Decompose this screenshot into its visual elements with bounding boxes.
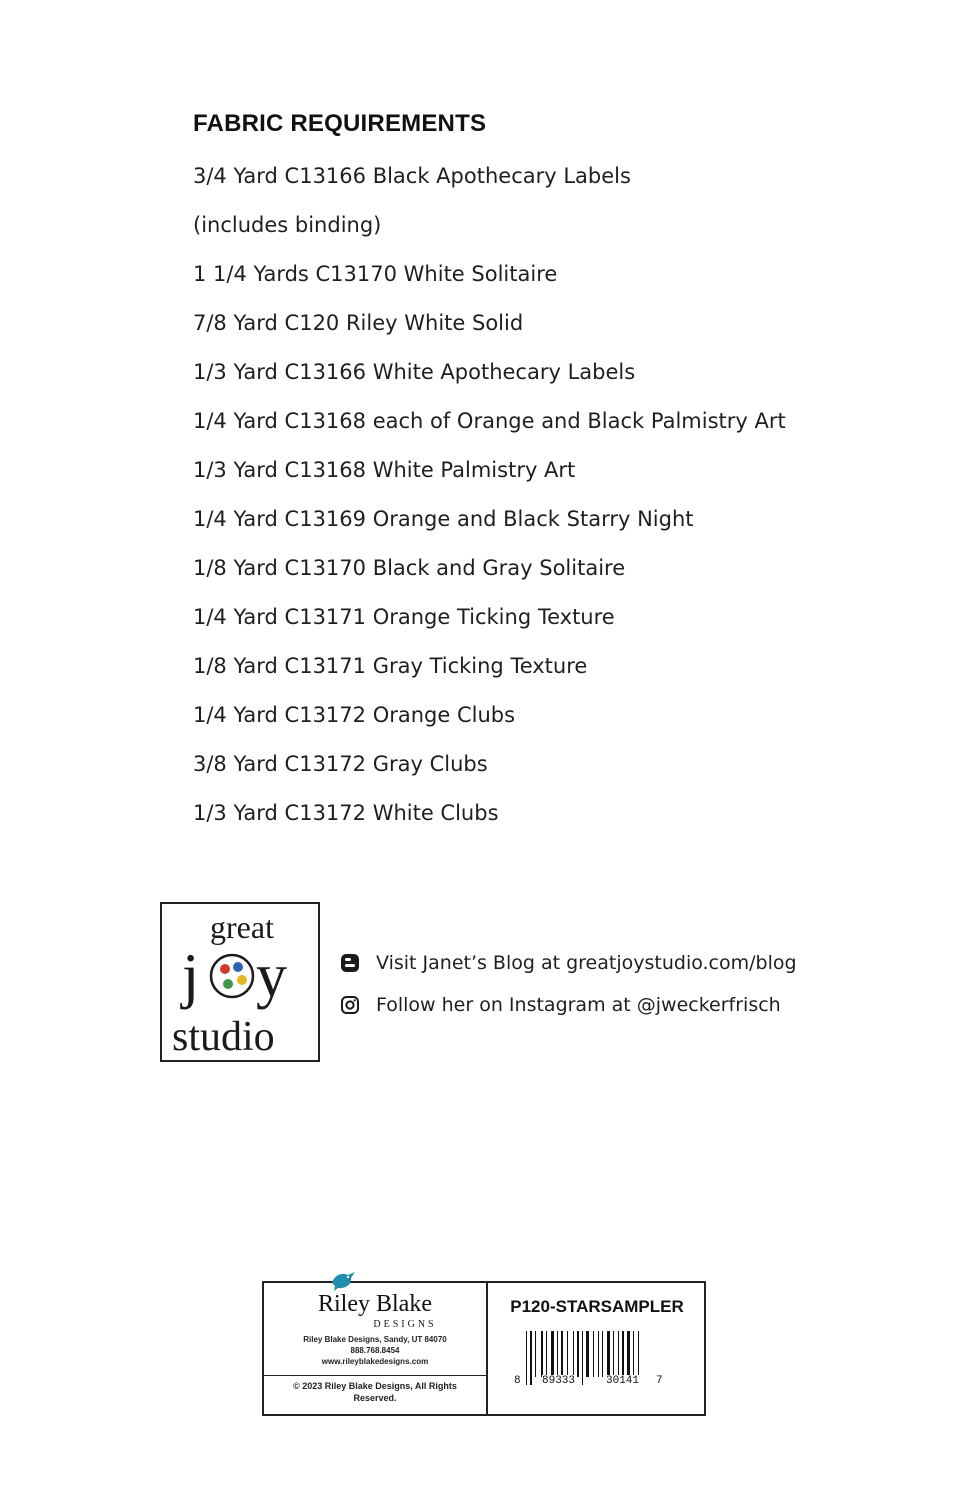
publisher-phone: 888.768.8454 [350,1346,400,1355]
barcode-bar [541,1331,543,1377]
fabric-item: 1/4 Yard C13171 Orange Ticking Texture [193,605,615,629]
barcode-bar [546,1331,547,1377]
barcode-bar [633,1331,634,1377]
fabric-item: 1/8 Yard C13171 Gray Ticking Texture [193,654,588,678]
barcode-bar [598,1331,599,1377]
logo-letter-j: j [182,942,200,1010]
barcode-bar [573,1331,574,1377]
barcode-bar [613,1331,614,1377]
bird-logo-icon [328,1269,358,1293]
designer-links [340,942,797,1026]
barcode-bar [526,1331,527,1385]
fabric-item: 3/8 Yard C13172 Gray Clubs [193,752,488,776]
palette-dot-yellow [237,975,247,985]
barcode-check-digit: 7 [656,1375,663,1387]
footer-label [262,1281,706,1416]
logo-letter-y: y [256,942,287,1010]
publisher-brand-sub: DESIGNS [373,1319,437,1330]
palette-dot-blue [233,962,243,972]
palette-icon [211,955,253,997]
fabric-item: 1/4 Yard C13168 each of Orange and Black Palmistry Art [193,409,786,433]
publisher-brand: Riley Blake [318,1291,432,1317]
product-code: P120-STARSAMPLER [510,1297,684,1316]
barcode-bar [561,1331,563,1377]
publisher-address: Riley Blake Designs, Sandy, UT 84070 [303,1335,447,1344]
copyright-section [264,1375,486,1415]
palette-dot-red [220,964,230,974]
fabric-item: 1/4 Yard C13169 Orange and Black Starry Night [193,507,694,531]
barcode-bar [607,1331,610,1377]
barcode-lead-digit: 8 [514,1375,521,1387]
instagram-link-text: Follow her on Instagram at @jweckerfrisch [376,994,781,1016]
fabric-item: 7/8 Yard C120 Riley White Solid [193,311,524,335]
logo-word-studio: studio [172,1014,275,1060]
logo-graphic [162,904,318,1060]
barcode-bar [618,1331,619,1377]
barcode-bar [602,1331,603,1377]
fabric-list [193,160,786,846]
barcode-bar [530,1331,532,1385]
fabric-item: 1/3 Yard C13166 White Apothecary Labels [193,360,636,384]
fabric-item: 1/3 Yard C13168 White Palmistry Art [193,458,576,482]
copyright-text: © 2023 Riley Blake Designs, All Rights Reserved. [293,1381,457,1403]
barcode [514,1329,672,1392]
instagram-icon [340,995,360,1015]
fabric-item: 1/8 Yard C13170 Black and Gray Solitaire [193,556,626,580]
barcode-left-group: 89333 [542,1375,576,1387]
blog-link[interactable] [340,942,797,984]
barcode-bar [557,1331,558,1377]
barcode-bar [577,1331,579,1377]
great-joy-studio-logo [160,902,320,1062]
barcode-bar [535,1331,536,1377]
fabric-item: (includes binding) [193,213,382,237]
publisher-info [264,1283,488,1414]
blogger-icon [340,953,360,973]
publisher-website: www.rileyblakedesigns.com [321,1357,429,1366]
fabric-item: 1/4 Yard C13172 Orange Clubs [193,703,516,727]
fabric-item: 1 1/4 Yards C13170 White Solitaire [193,262,558,286]
barcode-bar [586,1331,589,1377]
blog-link-text: Visit Janet’s Blog at greatjoystudio.com/blog [376,952,797,974]
palette-dot-green [223,979,233,989]
barcode-bar [627,1331,630,1377]
barcode-bar [567,1331,568,1377]
instagram-link[interactable] [340,984,797,1026]
barcode-bar [593,1331,594,1377]
barcode-bar [622,1331,624,1377]
fabric-item: 3/4 Yard C13166 Black Apothecary Labels [193,164,631,188]
barcode-bar [582,1331,583,1385]
fabric-item: 1/3 Yard C13172 White Clubs [193,801,499,825]
barcode-bar [551,1331,554,1377]
logo-word-great: great [210,909,274,945]
barcode-right-group: 30141 [606,1375,640,1387]
fabric-requirements-heading: FABRIC REQUIREMENTS [193,110,487,137]
